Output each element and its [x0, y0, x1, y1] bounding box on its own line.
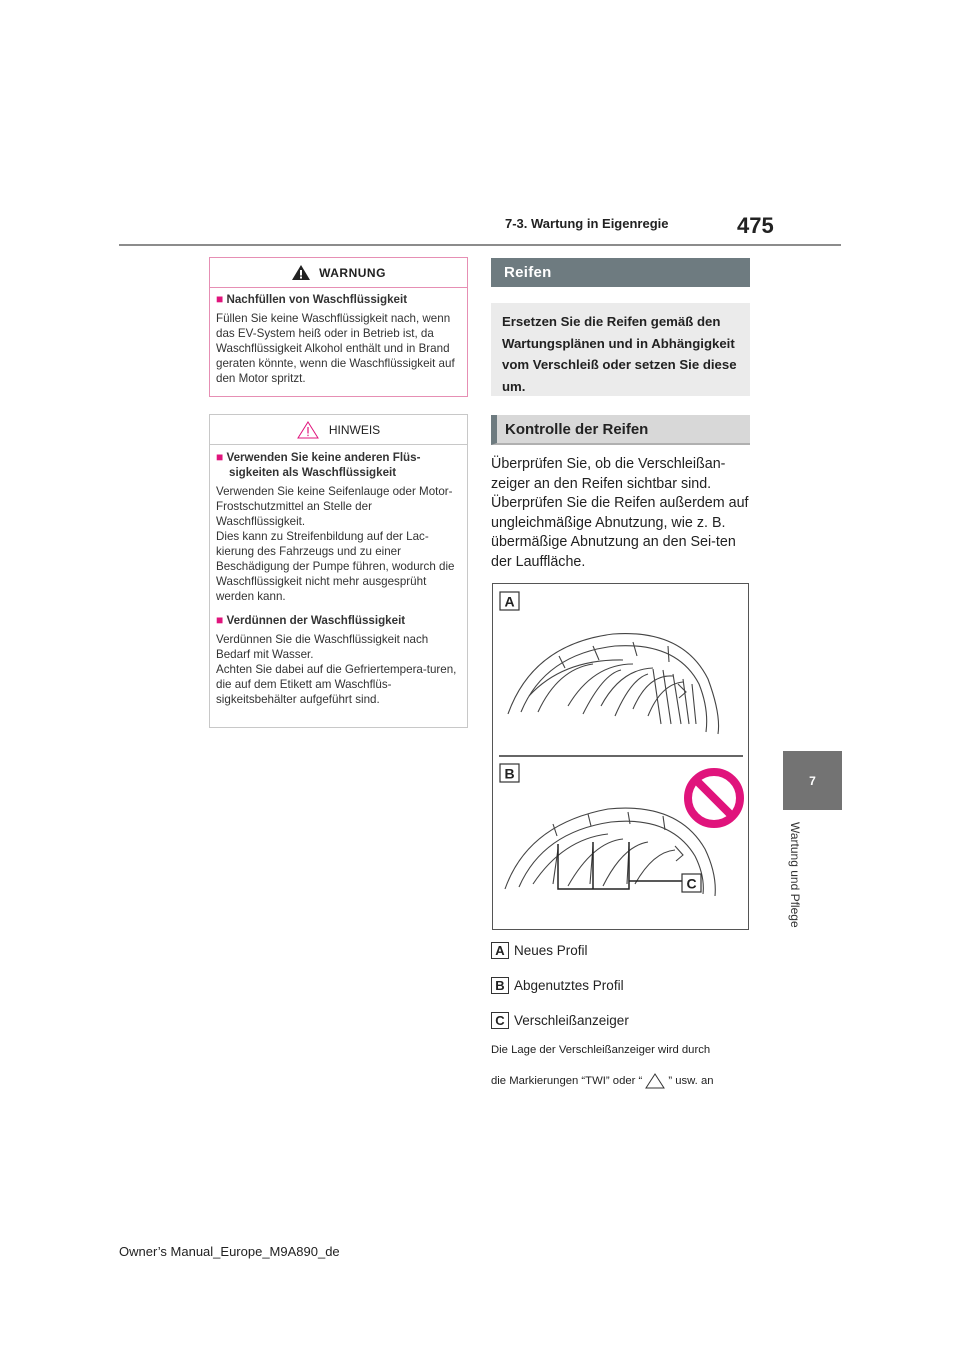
warning-title: WARNUNG — [319, 265, 386, 280]
tire-check-text: Überprüfen Sie, ob die Verschleißan-zeiger an den Reifen sichtbar sind. Überprüfen Sie die Reifen außerdem auf ungleichmäßige Abnutzung, wie z. B. übermäßige Abnutzung an den Sei-ten der Lauffläche. — [491, 456, 749, 570]
legend-key-a: A — [491, 942, 509, 959]
notice-paragraph: Verwenden Sie keine Seifenlauge oder Motor-Frostschutzmittel an Stelle der Waschflüssigkeit. — [216, 485, 453, 528]
warning-text: Füllen Sie keine Waschflüssigkeit nach, wenn das EV-System heiß oder in Betrieb ist, da Waschflüssigkeit Alkohol enthält und in Brand geraten könnte, wenn die Waschflüssigkeit auf den Motor spritzt. — [216, 312, 455, 385]
page-number: 475 — [737, 213, 774, 238]
legend-item-c — [491, 1012, 629, 1029]
notice-item-heading — [216, 450, 461, 480]
pink-square-bullet: ■ — [216, 292, 224, 306]
pink-square-bullet: ■ — [216, 613, 224, 627]
warning-body — [210, 288, 467, 386]
footnote-line-2-start: die Markierungen “TWI” oder “ — [491, 1075, 643, 1087]
notice-paragraph: Verdünnen Sie die Waschflüssigkeit nach Bedarf mit Wasser. — [216, 633, 429, 661]
caution-triangle-icon — [297, 421, 319, 439]
footnote-line-2-end: ” usw. an — [668, 1075, 714, 1087]
notice-title: HINWEIS — [328, 422, 381, 437]
tires-intro: Ersetzen Sie die Reifen gemäß den Wartungsplänen und in Abhängigkeit vom Verschleiß oder setzen Sie diese um. — [491, 303, 750, 396]
prohibited-icon — [688, 772, 740, 824]
footnote-line-2 — [491, 1073, 714, 1089]
chapter-label-container — [782, 822, 822, 942]
warning-header — [210, 258, 467, 288]
legend-text-c: Verschleißanzeiger — [514, 1013, 629, 1028]
legend-text-a: Neues Profil — [514, 943, 588, 958]
warning-box — [209, 257, 468, 397]
chapter-label: Wartung und Pflege — [788, 822, 802, 928]
header-divider — [119, 244, 841, 246]
footer-manual-id: Owner’s Manual_Europe_M9A890_de — [119, 1244, 340, 1259]
pink-square-bullet: ■ — [216, 450, 224, 464]
legend-item-a — [491, 942, 588, 959]
legend-key-c: C — [491, 1012, 509, 1029]
svg-text:B: B — [504, 765, 515, 782]
wear-indicator-callout — [558, 842, 683, 889]
figure-label-a — [500, 592, 519, 610]
footnote-line-1: Die Lage der Verschleißanzeiger wird durch — [491, 1044, 711, 1056]
warning-heading — [216, 292, 461, 307]
new-tread-drawing — [508, 634, 719, 734]
svg-text:A: A — [504, 593, 515, 610]
figure-label-c — [682, 874, 701, 892]
tire-illustration — [493, 584, 748, 929]
legend-key-b: B — [491, 977, 509, 994]
triangle-mark-icon — [645, 1073, 665, 1089]
notice-item-heading-text: Verdünnen der Waschflüssigkeit — [226, 614, 406, 627]
notice-body — [210, 445, 467, 707]
chapter-tab — [783, 751, 842, 810]
notice-header — [210, 415, 467, 445]
notice-paragraph: Dies kann zu Streifenbildung auf der Lac-kierung des Fahrzeugs und zu einer Beschädigung der Pumpe führen, wodurch die Waschflüssigkeit nicht mehr ausgesprüht werden kann. — [216, 530, 455, 603]
notice-item-heading-text: Verwenden Sie keine anderen Flüs-sigkeiten als Waschflüssigkeit — [226, 451, 421, 479]
tire-check-heading: Kontrolle der Reifen — [491, 415, 750, 445]
figure-label-b — [500, 764, 519, 782]
tires-banner: Reifen — [491, 258, 750, 287]
tire-tread-figure — [492, 583, 749, 930]
legend-text-b: Abgenutztes Profil — [514, 978, 624, 993]
legend-item-b — [491, 977, 624, 994]
section-title: 7-3. Wartung in Eigenregie — [505, 216, 669, 231]
warning-triangle-icon — [291, 264, 311, 281]
tire-check-paragraph — [491, 455, 755, 572]
warning-heading-text: Nachfüllen von Waschflüssigkeit — [226, 293, 408, 306]
notice-paragraph: Achten Sie dabei auf die Gefriertempera-turen, die auf dem Etikett am Waschflüs-sigkeitsbehälter aufgeführt sind. — [216, 663, 457, 706]
chapter-number: 7 — [809, 773, 816, 788]
notice-item-heading — [216, 613, 461, 628]
notice-box — [209, 414, 468, 728]
svg-text:C: C — [686, 875, 697, 892]
